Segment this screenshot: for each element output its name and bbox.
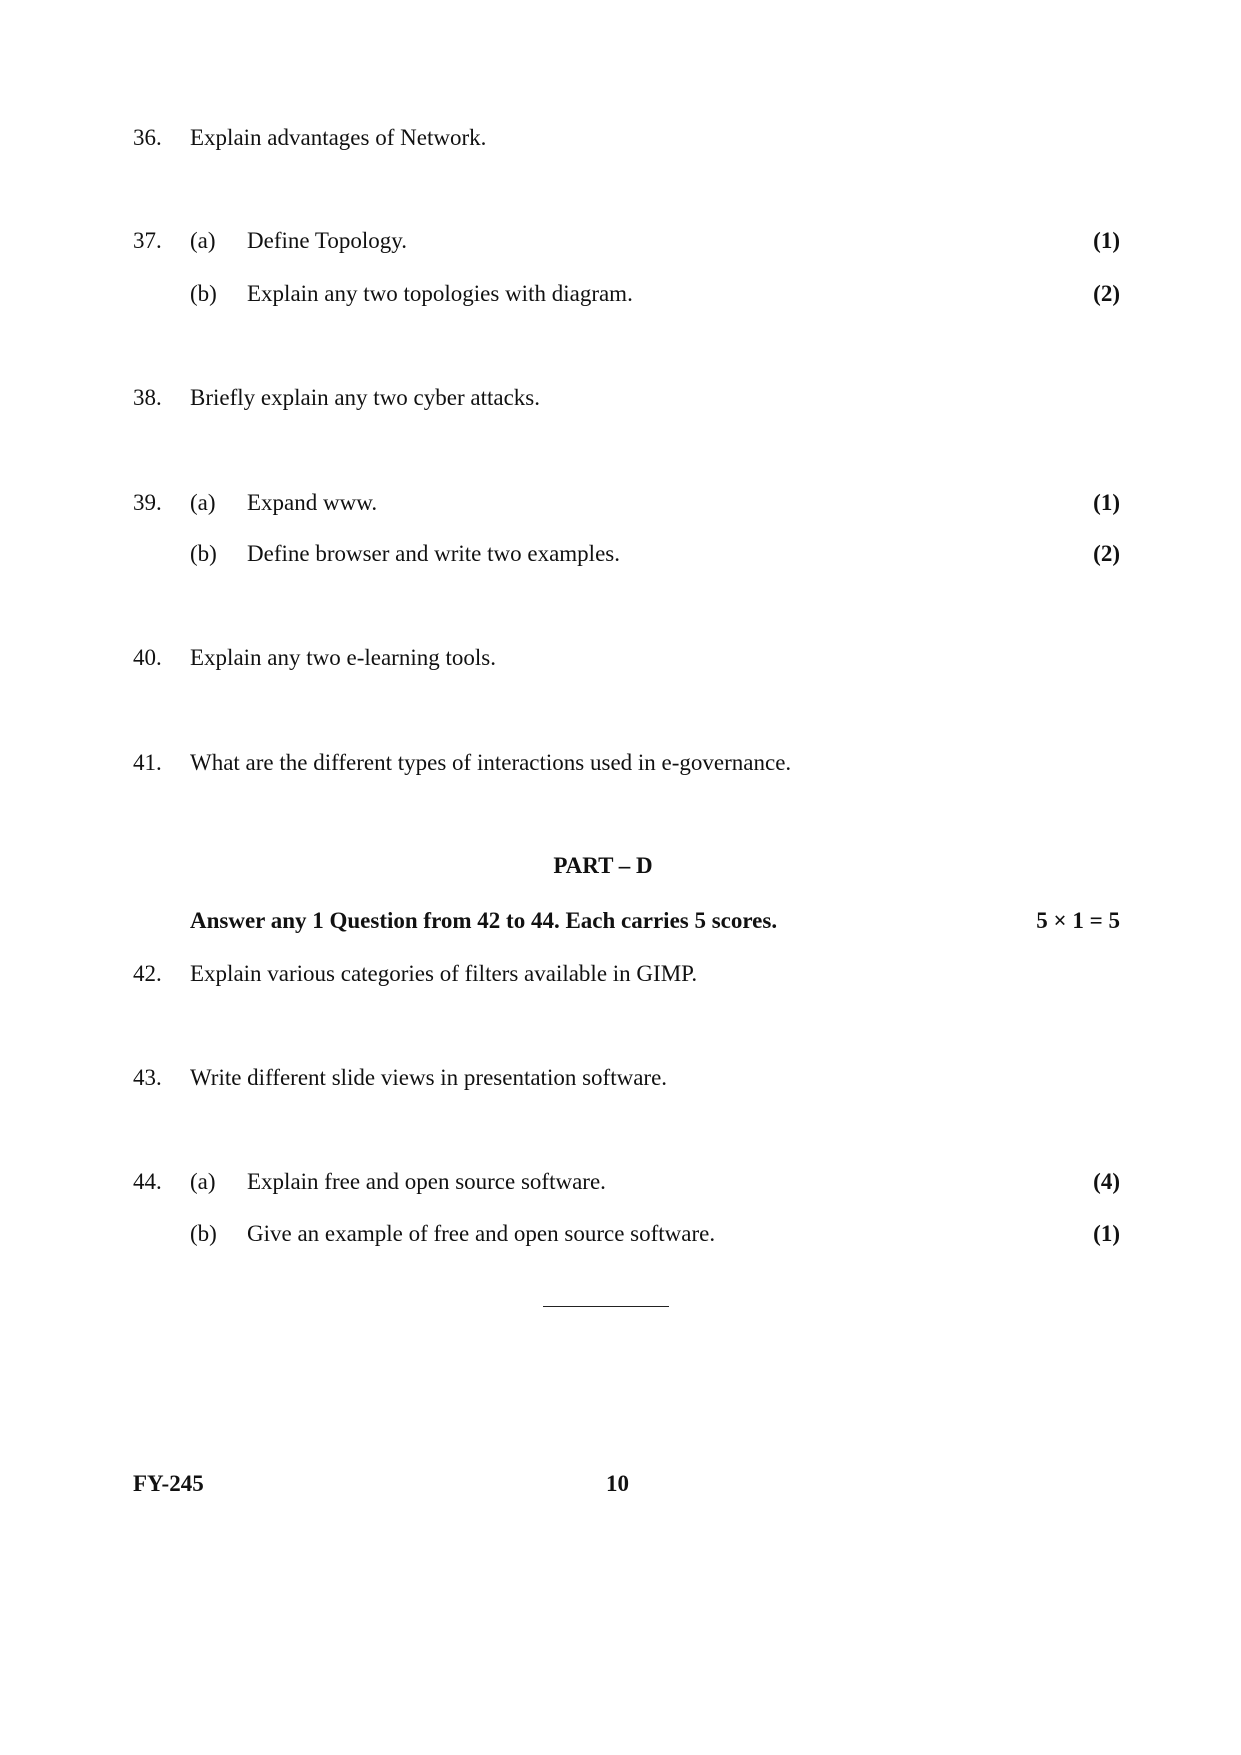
subpart-mark: (2) — [1093, 281, 1120, 306]
subpart-text: Define browser and write two examples. — [247, 541, 620, 566]
subpart-mark: (1) — [1093, 490, 1120, 515]
subpart-mark: (1) — [1093, 228, 1120, 253]
question-text: Briefly explain any two cyber attacks. — [190, 385, 540, 410]
question-number: 37. — [133, 228, 162, 253]
question-number: 43. — [133, 1065, 162, 1090]
subpart-label: (b) — [190, 281, 217, 306]
subpart-text: Give an example of free and open source software. — [247, 1221, 716, 1246]
section-instruction: Answer any 1 Question from 42 to 44. Each carries 5 scores. — [190, 908, 778, 933]
subpart-mark: (2) — [1093, 541, 1120, 566]
paper-code: FY-245 — [133, 1471, 204, 1496]
question-number: 42. — [133, 961, 162, 986]
question-number: 36. — [133, 125, 162, 150]
subpart-label: (a) — [190, 1169, 216, 1194]
question-number: 40. — [133, 645, 162, 670]
subpart-mark: (1) — [1093, 1221, 1120, 1246]
question-text: What are the different types of interactions used in e-governance. — [190, 750, 792, 775]
subpart-mark: (4) — [1093, 1169, 1120, 1194]
section-score: 5 × 1 = 5 — [1036, 908, 1120, 933]
question-number: 38. — [133, 385, 162, 410]
subpart-label: (a) — [190, 490, 216, 515]
question-text: Explain any two e-learning tools. — [190, 645, 496, 670]
question-text: Explain advantages of Network. — [190, 125, 487, 150]
page-number: 10 — [606, 1471, 629, 1496]
subpart-label: (b) — [190, 1221, 217, 1246]
subpart-label: (b) — [190, 541, 217, 566]
section-heading: PART – D — [553, 853, 653, 878]
question-text: Write different slide views in presentation software. — [190, 1065, 668, 1090]
end-divider — [543, 1306, 669, 1307]
subpart-text: Expand www. — [247, 490, 378, 515]
question-number: 41. — [133, 750, 162, 775]
subpart-text: Define Topology. — [247, 228, 408, 253]
subpart-text: Explain free and open source software. — [247, 1169, 606, 1194]
question-number: 44. — [133, 1169, 162, 1194]
subpart-text: Explain any two topologies with diagram. — [247, 281, 633, 306]
question-text: Explain various categories of filters available in GIMP. — [190, 961, 698, 986]
question-number: 39. — [133, 490, 162, 515]
subpart-label: (a) — [190, 228, 216, 253]
